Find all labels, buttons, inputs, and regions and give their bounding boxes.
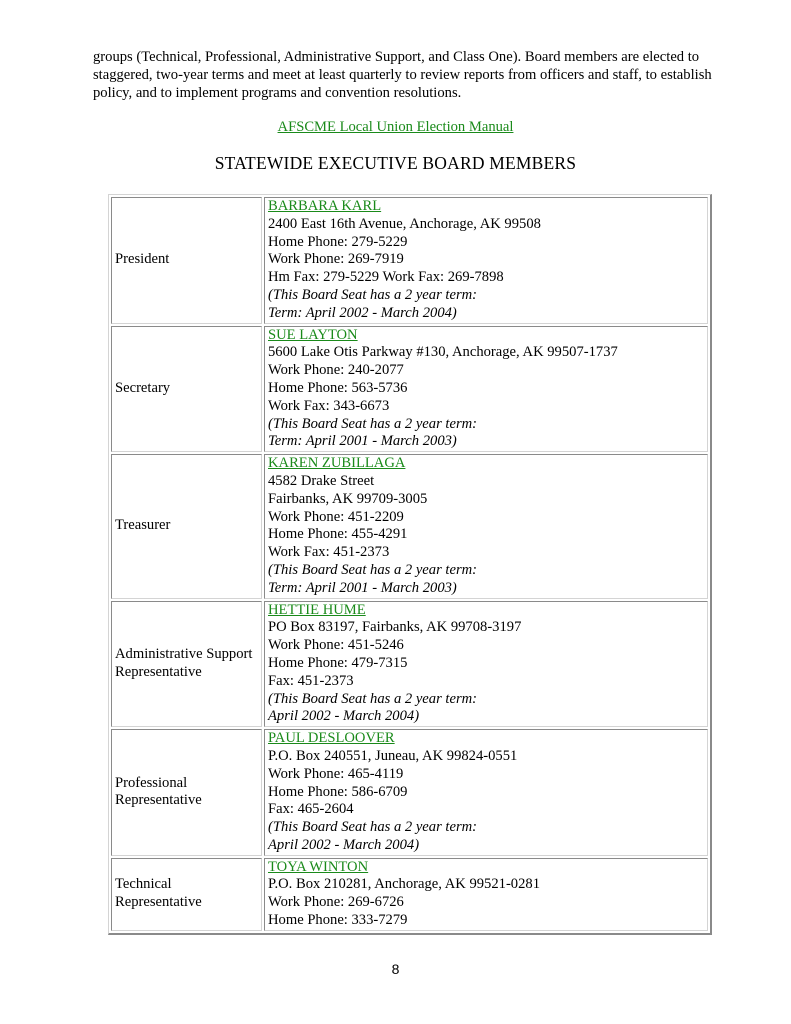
member-detail-line: Fax: 465-2604 xyxy=(268,801,354,818)
member-detail-line: Work Phone: 269-6726 xyxy=(268,894,404,911)
page-number: 8 xyxy=(391,961,400,977)
member-name-link[interactable]: SUE LAYTON xyxy=(268,326,358,343)
term-note: (This Board Seat has a 2 year term: xyxy=(268,415,478,432)
position-cell xyxy=(111,858,262,931)
table-row xyxy=(111,326,708,453)
position-cell xyxy=(111,197,262,324)
table-row xyxy=(111,729,708,856)
member-detail-line: 2400 East 16th Avenue, Anchorage, AK 99508 xyxy=(268,215,541,232)
member-detail-line: Work Phone: 465-4119 xyxy=(268,765,404,782)
position-label: President xyxy=(115,251,170,268)
member-detail-line: Work Phone: 451-5246 xyxy=(268,637,404,654)
member-name-link[interactable]: BARBARA KARL xyxy=(268,198,382,214)
term-dates: Term: April 2001 - March 2003) xyxy=(268,579,457,596)
term-dates: April 2002 - March 2004) xyxy=(268,708,420,725)
member-detail-line: Home Phone: 333-7279 xyxy=(268,912,408,929)
member-detail-line: Hm Fax: 279-5229 Work Fax: 269-7898 xyxy=(268,269,504,286)
term-dates: April 2002 - March 2004) xyxy=(268,836,420,853)
position-label: Technical Representative xyxy=(115,876,202,911)
member-info-cell xyxy=(264,729,708,856)
member-info-cell xyxy=(264,454,708,598)
member-detail-line: Work Fax: 343-6673 xyxy=(268,397,390,414)
term-dates: Term: April 2002 - March 2004) xyxy=(268,304,457,321)
table-row xyxy=(111,197,708,324)
member-detail-line: Home Phone: 455-4291 xyxy=(268,526,408,543)
member-detail-line: Work Phone: 451-2209 xyxy=(268,508,404,525)
member-detail-line: 5600 Lake Otis Parkway #130, Anchorage, AK 99507-1737 xyxy=(268,344,618,361)
member-info-cell xyxy=(264,858,708,931)
member-detail-line: Work Phone: 240-2077 xyxy=(268,362,404,379)
member-detail-line: PO Box 83197, Fairbanks, AK 99708-3197 xyxy=(268,619,522,636)
position-cell xyxy=(111,601,262,728)
member-name-link[interactable]: KAREN ZUBILLAGA xyxy=(268,455,406,472)
term-note: (This Board Seat has a 2 year term: xyxy=(268,286,478,303)
member-name-link[interactable]: TOYA WINTON xyxy=(268,858,369,875)
position-label: Professional Representative xyxy=(115,774,202,809)
member-detail-line: Home Phone: 563-5736 xyxy=(268,379,408,396)
position-cell xyxy=(111,729,262,856)
member-detail-line: Home Phone: 279-5229 xyxy=(268,233,408,250)
election-manual-link[interactable]: AFSCME Local Union Election Manual xyxy=(277,119,514,135)
member-name-link[interactable]: PAUL DESLOOVER xyxy=(268,730,395,747)
term-note: (This Board Seat has a 2 year term: xyxy=(268,561,478,578)
term-dates: Term: April 2001 - March 2003) xyxy=(268,433,457,450)
member-detail-line: Home Phone: 479-7315 xyxy=(268,654,408,671)
member-detail-line: P.O. Box 210281, Anchorage, AK 99521-0281 xyxy=(268,876,540,893)
member-name-link[interactable]: HETTIE HUME xyxy=(268,601,366,618)
member-detail-line: Work Fax: 451-2373 xyxy=(268,544,390,561)
member-detail-line: Fairbanks, AK 99709-3005 xyxy=(268,490,428,507)
term-note: (This Board Seat has a 2 year term: xyxy=(268,690,478,707)
member-info-cell xyxy=(264,601,708,728)
member-detail-line: Work Phone: 269-7919 xyxy=(268,251,404,268)
position-label: Administrative Support Representative xyxy=(115,646,253,680)
member-info-cell xyxy=(264,197,708,324)
table-row xyxy=(111,454,708,598)
board-title: STATEWIDE EXECUTIVE BOARD MEMBERS xyxy=(214,153,577,173)
intro-paragraph: groups (Technical, Professional, Administrative Support, and Class One). Board members are elected to staggered, two-year terms and meet at least quarterly to review reports from officers and staff, to establish policy, and to implement programs and convention resolutions. xyxy=(93,49,712,101)
table-row xyxy=(111,858,708,931)
member-detail-line: Fax: 451-2373 xyxy=(268,672,354,689)
position-label: Treasurer xyxy=(115,517,171,534)
position-label: Secretary xyxy=(115,379,171,396)
position-cell xyxy=(111,454,262,598)
member-detail-line: 4582 Drake Street xyxy=(268,472,375,489)
member-info-cell xyxy=(264,326,708,453)
term-note: (This Board Seat has a 2 year term: xyxy=(268,819,478,836)
member-detail-line: Home Phone: 586-6709 xyxy=(268,783,408,800)
member-detail-line: P.O. Box 240551, Juneau, AK 99824-0551 xyxy=(268,747,518,764)
board-members-table xyxy=(108,194,712,935)
table-row xyxy=(111,601,708,728)
position-cell xyxy=(111,326,262,453)
